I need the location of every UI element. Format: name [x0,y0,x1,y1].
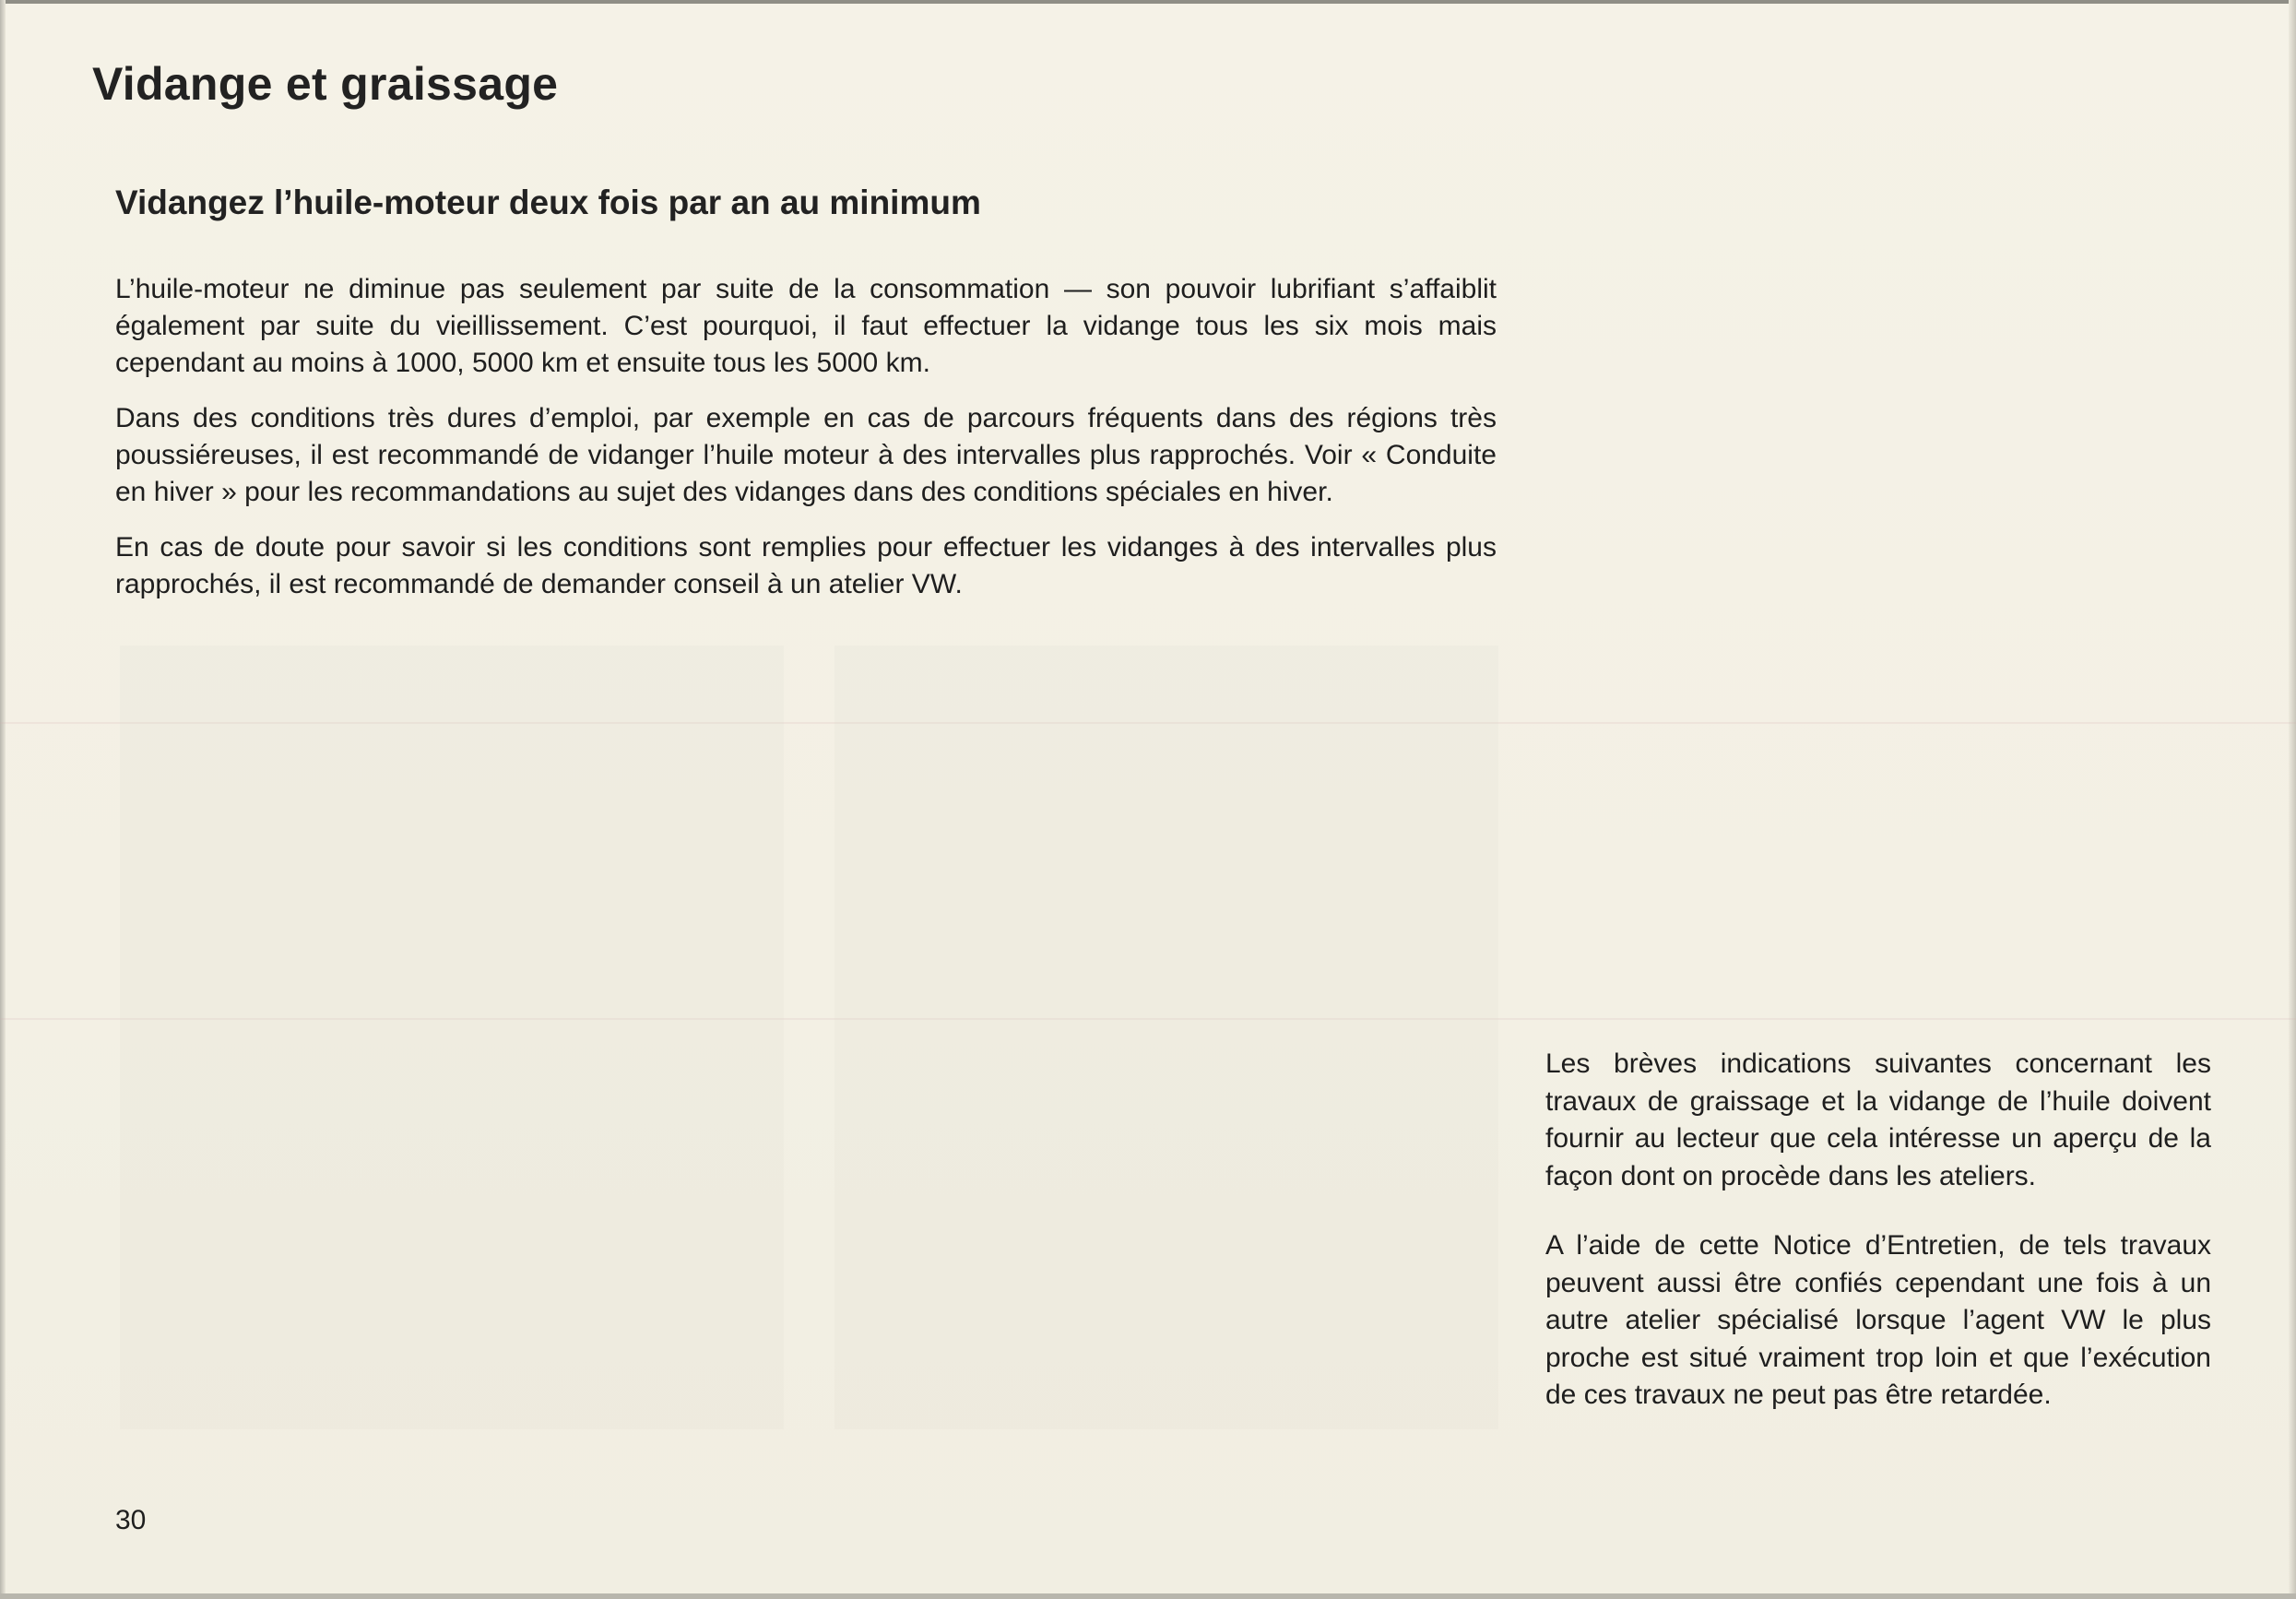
side-paragraph: A l’aide de cette Notice d’Entretien, de tels travaux peuvent aussi être confiés cependant une fois à un autre atelier spécialisé lorsque l’agent VW le plus proche est situé vraiment trop loin et que l’exécution de ces travaux ne peut pas être retardée. [1545,1230,2211,1410]
show-through-shadow [120,646,784,1429]
page-bottom-edge [0,1593,2296,1599]
body-paragraph: Dans des conditions très dures d’emploi, par exemple en cas de parcours fréquents dans des régions très poussiéreuses, il est recommandé de vidanger l’huile moteur à des intervalles plus rapprochés. Voir « Conduite en hiver » pour les recommandations au sujet des vidanges dans des conditions spéciales en hiver. [115,403,1497,507]
side-column-text [1545,1046,2211,1447]
body-paragraph: L’huile-moteur ne diminue pas seulement par suite de la consommation — son pouvoir lubrifiant s’affaiblit également par suite du vieillissement. C’est pourquoi, il faut effectuer la vidange tous les six mois mais cependant au moins à 1000, 5000 km et ensuite tous les 5000 km. [115,274,1497,378]
show-through-shadow [834,646,1498,1429]
page-number: 30 [115,1505,147,1535]
page-title: Vidange et graissage [92,58,559,110]
body-paragraph: En cas de doute pour savoir si les conditions sont remplies pour effectuer les vidanges à des intervalles plus rapprochés, il est recommandé de demander conseil à un atelier VW. [115,532,1497,599]
page-right-edge [2289,0,2296,1599]
page-top-edge [0,0,2296,4]
side-paragraph: Les brèves indications suivantes concernant les travaux de graissage et la vidange de l’huile doivent fournir au lecteur que cela intéresse un aperçu de la façon dont on procède dans les ateliers. [1545,1048,2211,1191]
section-heading: Vidangez l’huile-moteur deux fois par an au minimum [115,184,981,221]
main-body-text [115,271,1497,622]
page-left-edge [0,0,6,1599]
